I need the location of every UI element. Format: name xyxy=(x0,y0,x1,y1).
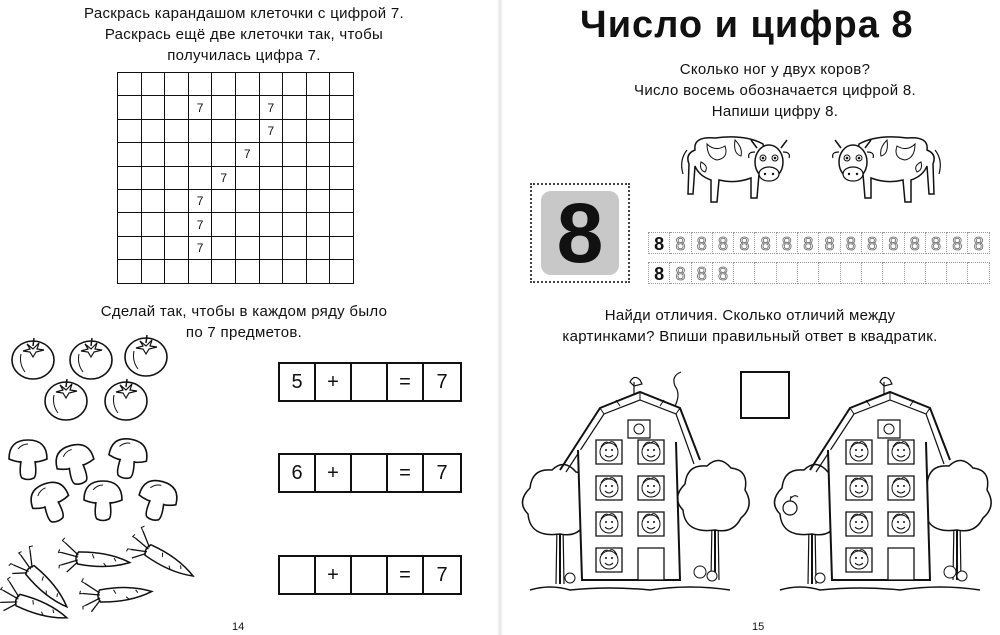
page-title: Число и цифра 8 xyxy=(580,4,914,46)
grid-cell[interactable] xyxy=(235,166,259,189)
mushroom-icon xyxy=(26,478,75,528)
carrot-icon xyxy=(78,573,153,613)
mushroom-icon xyxy=(84,481,122,521)
grid-cell[interactable] xyxy=(259,260,283,283)
grid-cell[interactable] xyxy=(188,166,212,189)
page-number: 14 xyxy=(232,621,245,633)
cows-illustration xyxy=(675,122,945,222)
grid-cell[interactable] xyxy=(330,236,354,259)
grid-cell[interactable] xyxy=(283,143,307,166)
grid-cell[interactable] xyxy=(306,213,330,236)
grid-cell[interactable] xyxy=(235,213,259,236)
page-number: 15 xyxy=(752,621,765,633)
grid-cell[interactable] xyxy=(118,236,142,259)
trace-cell[interactable] xyxy=(755,262,776,284)
grid-cell[interactable] xyxy=(141,119,165,142)
cows-instruction-line-1: Сколько ног у двух коров? xyxy=(679,61,871,78)
mushroom-icon xyxy=(105,436,149,481)
trace-cell[interactable]: 8 xyxy=(841,232,862,254)
grid-row xyxy=(118,73,354,96)
grid-row xyxy=(118,260,354,283)
grid-cell[interactable] xyxy=(330,260,354,283)
trace-cell[interactable]: 8 xyxy=(755,232,776,254)
grid-cell[interactable]: 7 xyxy=(188,236,212,259)
grid-row xyxy=(118,189,354,212)
grid-cell[interactable] xyxy=(212,213,236,236)
grid-cell[interactable]: 7 xyxy=(259,96,283,119)
grid-row xyxy=(118,166,354,189)
grid-row xyxy=(118,236,354,259)
grid-cell[interactable] xyxy=(188,260,212,283)
items-instruction-line-2: по 7 предметов. xyxy=(185,324,303,341)
grid-cell[interactable] xyxy=(235,236,259,259)
trace-cell[interactable]: 8 xyxy=(649,262,670,284)
grid-cell[interactable] xyxy=(212,260,236,283)
grid-cell[interactable] xyxy=(283,260,307,283)
equation-answer-box[interactable] xyxy=(352,364,388,400)
mushroom-icon xyxy=(52,441,99,489)
equation-3 xyxy=(278,555,462,595)
differences-instruction-line-2: картинками? Впиши правильный ответ в квадратик. xyxy=(562,328,938,345)
grid-cell[interactable] xyxy=(165,96,189,119)
trace-cell[interactable]: 8 xyxy=(905,232,926,254)
grid-cell[interactable] xyxy=(165,213,189,236)
trace-cell[interactable] xyxy=(777,262,798,284)
grid-cell[interactable] xyxy=(212,119,236,142)
grid-cell[interactable] xyxy=(141,73,165,96)
equation-2 xyxy=(278,453,462,493)
equation-term-a: 6 xyxy=(280,455,316,491)
differences-instruction-line-1: Найди отличия. Сколько отличий между xyxy=(604,307,896,324)
trace-cell[interactable]: 8 xyxy=(670,232,691,254)
tomato-icon xyxy=(12,338,54,379)
cows-instruction xyxy=(570,59,980,122)
equation-1 xyxy=(278,362,462,402)
grid-cell[interactable] xyxy=(259,73,283,96)
grid-cell[interactable] xyxy=(165,166,189,189)
grid-cell[interactable] xyxy=(330,96,354,119)
grid-cell[interactable]: 7 xyxy=(212,166,236,189)
mushrooms-row xyxy=(0,432,200,527)
tree-icon xyxy=(677,460,749,580)
trace-cell[interactable]: 8 xyxy=(713,232,734,254)
grid-cell[interactable] xyxy=(306,119,330,142)
grid-cell[interactable] xyxy=(212,96,236,119)
grid-cell[interactable]: 7 xyxy=(188,213,212,236)
grid-cell[interactable]: 7 xyxy=(235,143,259,166)
mushroom-icon xyxy=(134,477,181,525)
trace-cell[interactable]: 8 xyxy=(649,232,670,254)
trace-cell[interactable]: 8 xyxy=(798,232,819,254)
grid-cell[interactable] xyxy=(283,213,307,236)
equation-result: 7 xyxy=(436,461,448,484)
grid-cell[interactable] xyxy=(330,189,354,212)
tomatoes-row xyxy=(0,335,200,430)
cow-icon xyxy=(682,137,790,202)
grid-cell[interactable] xyxy=(259,213,283,236)
trace-cell[interactable]: 8 xyxy=(819,232,840,254)
smoke-icon xyxy=(674,372,681,406)
grid-cell[interactable] xyxy=(259,143,283,166)
equation-term-a[interactable] xyxy=(280,557,316,593)
carrot-icon xyxy=(123,524,202,589)
grid-cell[interactable] xyxy=(212,143,236,166)
grid-cell[interactable] xyxy=(118,189,142,212)
carrot-icon xyxy=(57,537,132,577)
equation-result: 7 xyxy=(436,370,448,393)
trace-cell[interactable] xyxy=(883,262,904,284)
tomato-icon xyxy=(105,379,147,420)
grid-cell[interactable] xyxy=(306,236,330,259)
grid-cell[interactable] xyxy=(141,143,165,166)
differences-instruction xyxy=(510,305,990,347)
tomato-icon xyxy=(125,335,167,376)
items-instruction-line-1: Сделай так, чтобы в каждом ряду было xyxy=(100,303,388,320)
grid-cell[interactable] xyxy=(259,236,283,259)
grid-cell[interactable] xyxy=(188,73,212,96)
grid-cell[interactable] xyxy=(118,213,142,236)
trace-cell[interactable]: 8 xyxy=(734,232,755,254)
equation-equals: = xyxy=(388,455,424,491)
grid-row xyxy=(118,119,354,142)
mushroom-icon xyxy=(9,440,47,480)
grid-cell[interactable] xyxy=(188,143,212,166)
grid-cell[interactable] xyxy=(306,96,330,119)
grid-cell[interactable] xyxy=(141,213,165,236)
carrots-row xyxy=(0,532,210,622)
tomato-icon xyxy=(70,338,112,379)
grid-cell[interactable] xyxy=(141,96,165,119)
houses-illustration xyxy=(525,372,985,604)
grid-cell[interactable] xyxy=(235,73,259,96)
grid-cell[interactable] xyxy=(259,166,283,189)
grid-cell[interactable] xyxy=(141,260,165,283)
number-grid xyxy=(117,72,354,284)
tomato-icon xyxy=(45,379,87,420)
big-digit: 8 xyxy=(541,191,619,275)
grid-cell[interactable] xyxy=(118,166,142,189)
trace-cell[interactable]: 8 xyxy=(968,232,989,254)
trace-cell[interactable] xyxy=(841,262,862,284)
equation-term-a: 5 xyxy=(280,364,316,400)
equation-operator: + xyxy=(316,557,352,593)
grid-cell[interactable] xyxy=(330,119,354,142)
grid-cell[interactable] xyxy=(235,96,259,119)
grid-cell[interactable] xyxy=(235,189,259,212)
grid-cell[interactable] xyxy=(283,119,307,142)
trace-cell[interactable]: 8 xyxy=(926,232,947,254)
grid-cell[interactable] xyxy=(141,236,165,259)
big-digit-card xyxy=(530,183,630,283)
grid-cell[interactable] xyxy=(165,143,189,166)
right-page xyxy=(500,0,1000,635)
grid-cell[interactable] xyxy=(235,260,259,283)
grid-row xyxy=(118,96,354,119)
equation-operator: + xyxy=(316,364,352,400)
trace-cell[interactable] xyxy=(947,262,968,284)
grid-cell[interactable] xyxy=(165,119,189,142)
trace-cell[interactable]: 8 xyxy=(692,232,713,254)
cow-icon xyxy=(833,137,941,202)
grid-cell[interactable] xyxy=(118,96,142,119)
equation-equals: = xyxy=(388,557,424,593)
grid-cell[interactable] xyxy=(212,189,236,212)
grid-cell[interactable] xyxy=(330,213,354,236)
equation-answer-box[interactable] xyxy=(352,557,388,593)
trace-cell[interactable] xyxy=(905,262,926,284)
grid-cell[interactable] xyxy=(118,73,142,96)
grid-cell[interactable] xyxy=(141,166,165,189)
trace-cell[interactable] xyxy=(968,262,989,284)
grid-cell[interactable] xyxy=(283,96,307,119)
grid-row xyxy=(118,143,354,166)
grid-cell[interactable] xyxy=(330,143,354,166)
grid-cell[interactable] xyxy=(306,143,330,166)
grid-cell[interactable] xyxy=(118,260,142,283)
cows-instruction-line-3: Напиши цифру 8. xyxy=(711,103,839,120)
equation-operator: + xyxy=(316,455,352,491)
trace-cell[interactable] xyxy=(734,262,755,284)
grid-cell[interactable] xyxy=(283,166,307,189)
grid-cell[interactable] xyxy=(212,236,236,259)
grid-cell[interactable] xyxy=(283,189,307,212)
trace-cell[interactable] xyxy=(798,262,819,284)
grid-cell[interactable] xyxy=(141,189,165,212)
equation-equals: = xyxy=(388,364,424,400)
trace-cell[interactable]: 8 xyxy=(713,262,734,284)
grid-cell[interactable] xyxy=(330,73,354,96)
grid-cell[interactable]: 7 xyxy=(259,119,283,142)
grid-cell[interactable] xyxy=(330,166,354,189)
grid-row xyxy=(118,213,354,236)
trace-row-2[interactable] xyxy=(648,262,990,284)
grid-cell[interactable] xyxy=(306,73,330,96)
grid-cell[interactable] xyxy=(259,189,283,212)
grid-cell[interactable] xyxy=(235,119,259,142)
trace-cell[interactable] xyxy=(926,262,947,284)
cows-instruction-line-2: Число восемь обозначается цифрой 8. xyxy=(634,82,916,99)
grid-cell[interactable] xyxy=(283,236,307,259)
grid-cell[interactable] xyxy=(165,73,189,96)
trace-cell[interactable]: 8 xyxy=(777,232,798,254)
trace-cell[interactable] xyxy=(819,262,840,284)
trace-cell[interactable]: 8 xyxy=(670,262,691,284)
trace-cell[interactable]: 8 xyxy=(862,232,883,254)
grid-instruction xyxy=(20,3,468,66)
grid-instruction-line-2: Раскрась ещё две клеточки так, чтобы xyxy=(104,26,384,43)
trace-cell[interactable]: 8 xyxy=(692,262,713,284)
grid-cell[interactable] xyxy=(118,119,142,142)
grid-instruction-line-1: Раскрась карандашом клеточки с цифрой 7. xyxy=(84,5,404,22)
trace-row-1 xyxy=(648,232,990,254)
grid-cell[interactable] xyxy=(188,119,212,142)
equation-result: 7 xyxy=(436,563,448,586)
trace-cell[interactable]: 8 xyxy=(947,232,968,254)
grid-cell[interactable] xyxy=(306,260,330,283)
grid-cell[interactable] xyxy=(118,143,142,166)
equation-answer-box[interactable] xyxy=(352,455,388,491)
trace-cell[interactable]: 8 xyxy=(883,232,904,254)
grid-cell[interactable]: 7 xyxy=(188,96,212,119)
trace-cell[interactable] xyxy=(862,262,883,284)
grid-cell[interactable] xyxy=(165,260,189,283)
grid-cell[interactable] xyxy=(165,189,189,212)
grid-cell[interactable] xyxy=(283,73,307,96)
grid-cell[interactable] xyxy=(212,73,236,96)
grid-cell[interactable] xyxy=(306,189,330,212)
grid-cell[interactable]: 7 xyxy=(188,189,212,212)
grid-instruction-line-3: получилась цифра 7. xyxy=(167,47,321,64)
grid-cell[interactable] xyxy=(165,236,189,259)
grid-cell[interactable] xyxy=(306,166,330,189)
